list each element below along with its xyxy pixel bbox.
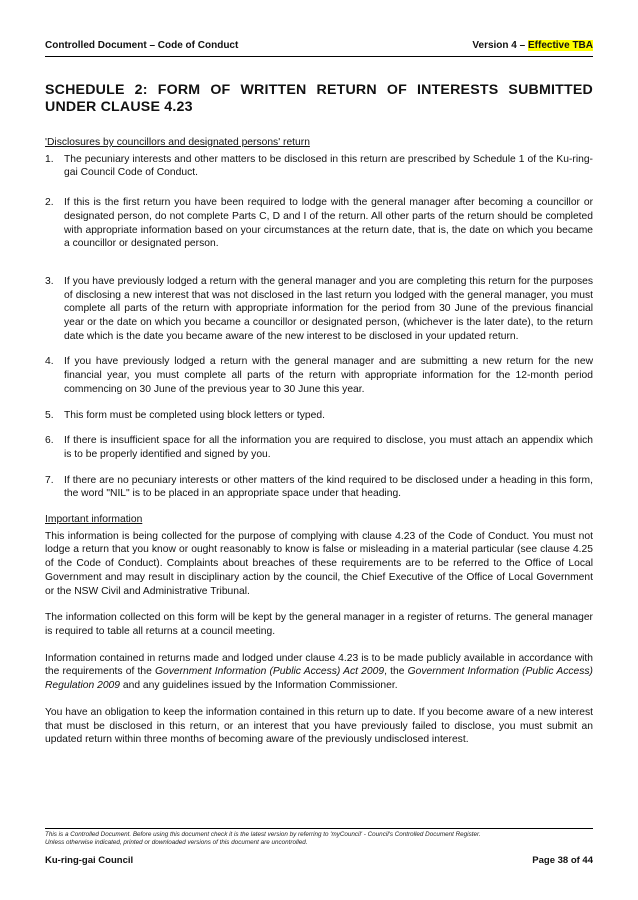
list-item: 4. If you have previously lodged a return with the general manager and are submitting a new return for the new financial year, you must complete all parts of the return with appropriate information for the 12-month period commencing on 30 June of the previous year to 30 June this year.	[45, 356, 593, 395]
header-doc-title: Controlled Document – Code of Conduct	[45, 40, 239, 51]
paragraph-obligation: You have an obligation to keep the information contained in this return up to date. If you become aware of a new interest that must be disclosed in this return, or an interest that you have previously failed to disclose, you must submit an updated return within three months of becoming aware of the previously undisclosed interest.	[45, 706, 593, 746]
page-number: Page 38 of 44	[532, 855, 593, 866]
list-item: 7. If there are no pecuniary interests or other matters of the kind required to be disclosed under a heading in this form, the word "NIL" is to be placed in an appropriate space under that heading.	[45, 474, 593, 500]
instructions-list	[45, 153, 593, 501]
header-effective-badge: Effective TBA	[527, 40, 593, 51]
list-item: 1. The pecuniary interests and other matters to be disclosed in this return are prescribed by Schedule 1 of the Ku-ring-gai Council Code of Conduct.	[45, 153, 593, 179]
page-footer	[45, 855, 593, 869]
page-title: SCHEDULE 2: FORM OF WRITTEN RETURN OF INTERESTS SUBMITTED UNDER CLAUSE 4.23	[45, 82, 593, 115]
page-header	[45, 38, 593, 56]
list-item: 6. If there is insufficient space for all the information you are required to disclose, you must attach an appendix which is to be properly identified and signed by you.	[45, 435, 593, 460]
list-item: 5. This form must be completed using block letters or typed.	[45, 409, 325, 421]
header-version-text: Version 4 –	[472, 40, 528, 51]
footer-organisation: Ku-ring-gai Council	[45, 855, 134, 866]
list-item: 2. If this is the first return you have been required to lodge with the general manager after becoming a councillor or designated person, do not complete Parts C, D and I of the return. All other parts of the return should be completed with appropriate information based on your circumstances at the return date, that is, the date on which you became a councillor or designated person.	[45, 197, 593, 250]
header-divider	[45, 56, 593, 57]
footer-disclaimer	[45, 831, 593, 847]
section-heading-disclosures: 'Disclosures by councillors and designated persons' return	[45, 137, 310, 148]
section-heading-important: Important information	[45, 514, 143, 526]
paragraph-register: The information collected on this form will be kept by the general manager in a register of returns. The general manager is required to table all returns at a council meeting.	[45, 612, 593, 637]
list-item: 3. If you have previously lodged a return with the general manager and you are completing this return for the purposes of disclosing a new interest that was not disclosed in the last return you lodged with the general manager, you must complete all parts of the return with appropriate information for the period from 30 June of the previous financial year or the date on which you became a councillor or designated person, (whichever is the later date), to the return date which is the date you became aware of the new interest to be disclosed in your updated return.	[45, 275, 593, 342]
disclaimer-line-2: Unless otherwise indicated, printed or downloaded versions of this document are uncontrolled.	[45, 839, 308, 846]
paragraph-public-access: Information contained in returns made and lodged under clause 4.23 is to be made publicly available in accordance with the requirements of the Government Information (Public Access) Act 2009, the Government Information (Public Access) Regulation 2009 and any guidelines issued by the Information Commissioner.	[45, 652, 593, 692]
disclaimer-line-1: This is a Controlled Document. Before using this document check it is the latest version by referring to 'myCouncil' - Council's Controlled Document Register.	[45, 831, 481, 838]
footer-divider	[45, 828, 593, 829]
header-version	[472, 40, 593, 51]
paragraph-collection-purpose: This information is being collected for the purpose of complying with clause 4.23 of the Code of Conduct. You must not lodge a return that you know or ought reasonably to know is false or misleading in a material particular (see clause 4.25 of the Code of Conduct). Complaints about breaches of these requirements are to be referred to the Office of Local Government and may result in disciplinary action by the council, the Chief Executive of the Office of Local Government or the NSW Civil and Administrative Tribunal.	[45, 530, 593, 597]
document-body	[45, 136, 593, 747]
